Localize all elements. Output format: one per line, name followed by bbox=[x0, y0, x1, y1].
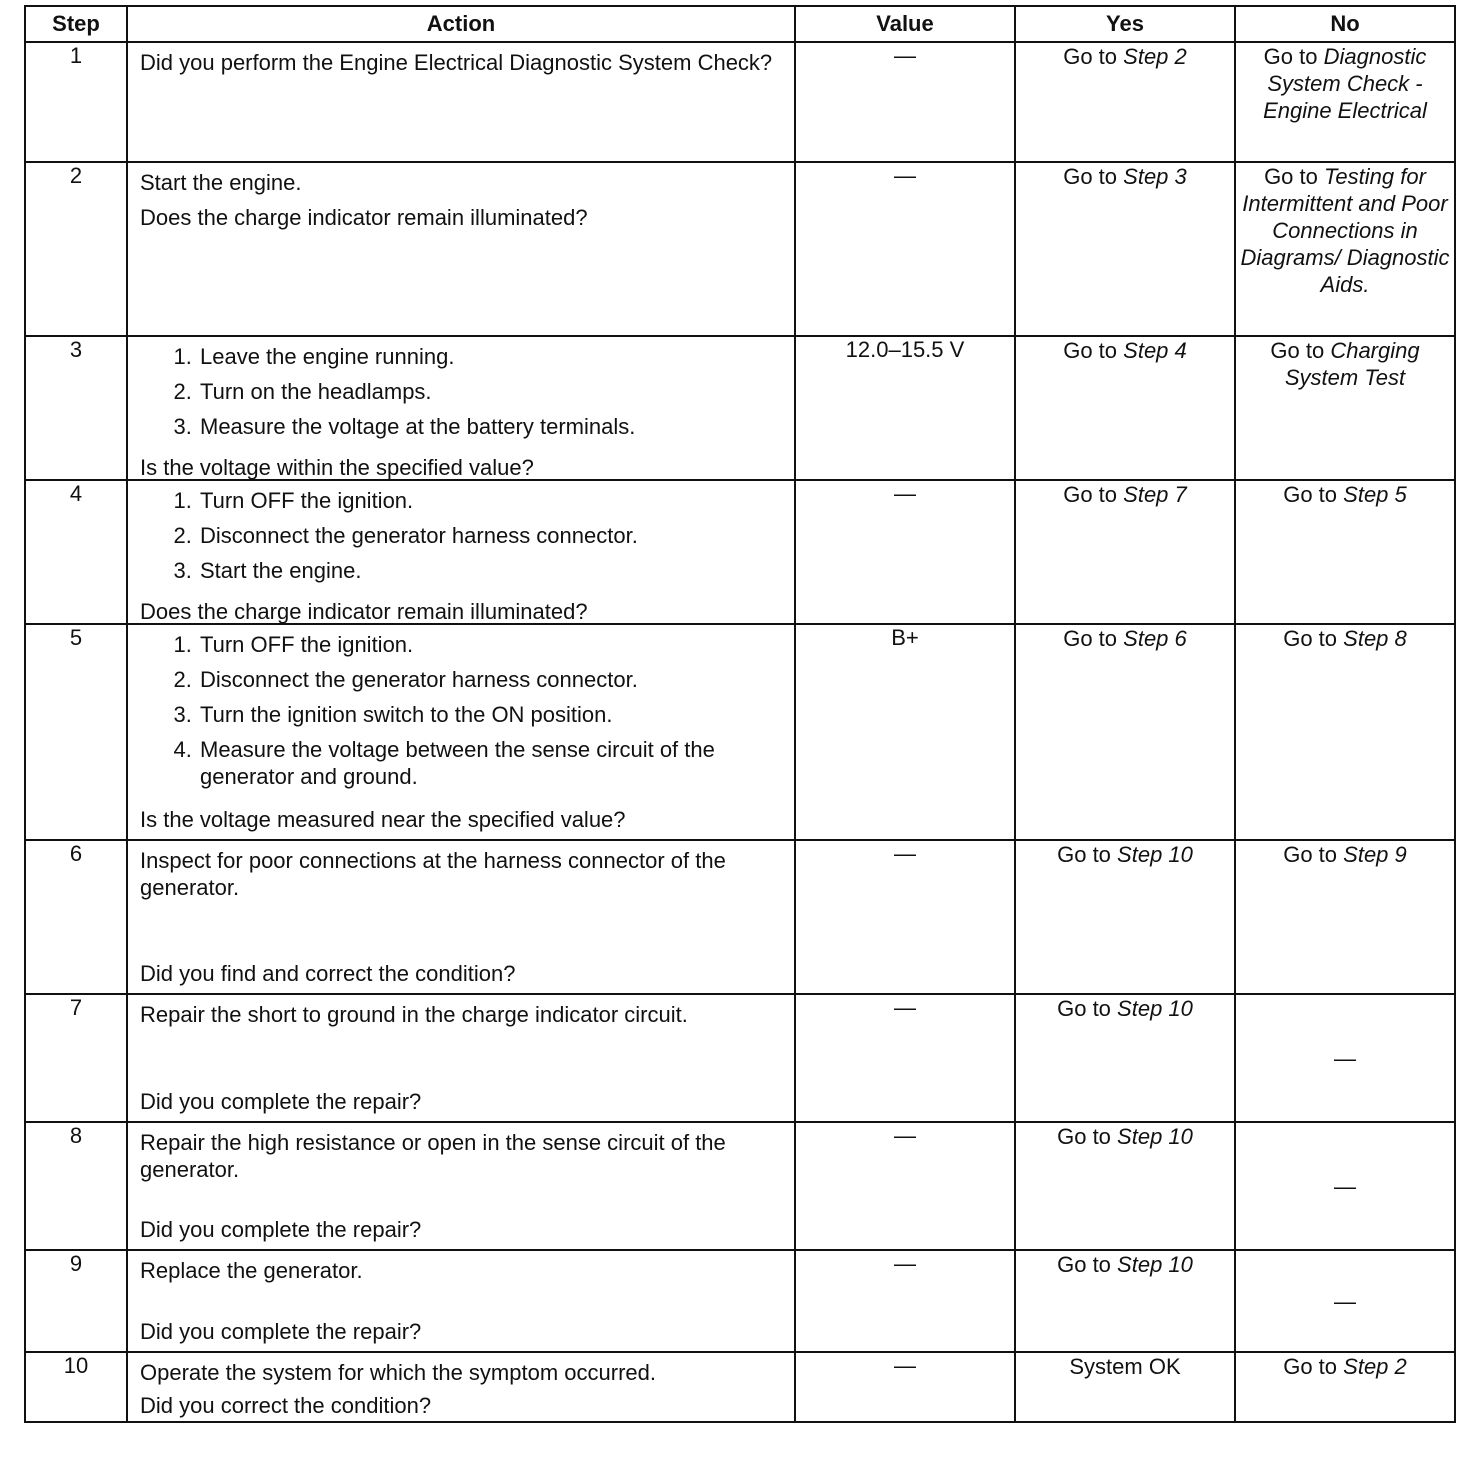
yes-prefix: Go to bbox=[1063, 44, 1118, 69]
yes-cell bbox=[1015, 42, 1235, 162]
no-cell bbox=[1235, 1352, 1455, 1422]
value-cell: — bbox=[795, 42, 1015, 162]
value-cell: — bbox=[795, 1122, 1015, 1250]
action-question: Did you complete the repair? bbox=[140, 1089, 422, 1114]
yes-cell bbox=[1015, 336, 1235, 480]
yes-cell bbox=[1015, 840, 1235, 994]
step-number: 2 bbox=[25, 162, 127, 336]
no-cell bbox=[1235, 1122, 1455, 1250]
yes-cell bbox=[1015, 1250, 1235, 1352]
yes-step-link: Step 3 bbox=[1123, 164, 1187, 189]
action-question: Is the voltage within the specified value? bbox=[140, 455, 534, 480]
action-step-list bbox=[140, 631, 784, 790]
yes-cell bbox=[1015, 1122, 1235, 1250]
step-number: 4 bbox=[25, 480, 127, 624]
step-number: 6 bbox=[25, 840, 127, 994]
action-question: Did you correct the condition? bbox=[140, 1393, 432, 1418]
yes-prefix: Go to bbox=[1063, 164, 1118, 189]
yes-step-link: Step 10 bbox=[1117, 1124, 1193, 1149]
table-row bbox=[25, 1250, 1455, 1352]
yes-prefix: Go to bbox=[1063, 626, 1118, 651]
value-cell: — bbox=[795, 480, 1015, 624]
step-number: 9 bbox=[25, 1250, 127, 1352]
no-step-link: Charging System Test bbox=[1284, 338, 1420, 390]
yes-cell bbox=[1015, 480, 1235, 624]
yes-step-link: Step 2 bbox=[1123, 44, 1187, 69]
step-number: 10 bbox=[25, 1352, 127, 1422]
yes-prefix: System OK bbox=[1069, 1354, 1181, 1379]
table-row bbox=[25, 1352, 1455, 1422]
no-prefix: Go to bbox=[1263, 44, 1318, 69]
action-cell bbox=[127, 480, 795, 624]
step-number: 3 bbox=[25, 336, 127, 480]
no-prefix: Go to bbox=[1270, 338, 1325, 363]
action-instruction: Repair the high resistance or open in the sense circuit of the generator. bbox=[140, 1130, 726, 1182]
no-prefix: Go to bbox=[1264, 164, 1318, 189]
no-prefix: — bbox=[1334, 1173, 1356, 1199]
action-question: Is the voltage measured near the specified value? bbox=[140, 807, 626, 832]
action-step-list bbox=[140, 487, 784, 584]
action-cell bbox=[127, 1352, 795, 1422]
header-row bbox=[25, 6, 1455, 42]
yes-prefix: Go to bbox=[1057, 996, 1111, 1021]
value-cell: 12.0–15.5 V bbox=[795, 336, 1015, 480]
no-prefix: Go to bbox=[1283, 626, 1338, 651]
yes-prefix: Go to bbox=[1057, 842, 1111, 867]
no-prefix: Go to bbox=[1283, 482, 1338, 507]
action-cell bbox=[127, 42, 795, 162]
value-cell: — bbox=[795, 162, 1015, 336]
action-cell bbox=[127, 624, 795, 840]
no-cell bbox=[1235, 624, 1455, 840]
action-step-item: 1. Turn OFF the ignition. bbox=[198, 487, 784, 514]
no-cell bbox=[1235, 162, 1455, 336]
no-prefix: — bbox=[1334, 1288, 1356, 1314]
yes-step-link: Step 10 bbox=[1117, 842, 1193, 867]
table-row bbox=[25, 42, 1455, 162]
diagnostic-table bbox=[24, 5, 1456, 1423]
action-step-item: 3. Measure the voltage at the battery terminals. bbox=[198, 413, 784, 440]
action-step-item: 1. Leave the engine running. bbox=[198, 343, 784, 370]
no-cell bbox=[1235, 994, 1455, 1122]
header-action: Action bbox=[127, 6, 795, 42]
yes-cell bbox=[1015, 162, 1235, 336]
action-step-item: 2. Disconnect the generator harness connector. bbox=[198, 522, 784, 549]
action-step-item: 2. Disconnect the generator harness connector. bbox=[198, 666, 784, 693]
action-question: Did you find and correct the condition? bbox=[140, 961, 516, 986]
value-cell: — bbox=[795, 994, 1015, 1122]
value-cell: B+ bbox=[795, 624, 1015, 840]
action-instruction: Replace the generator. bbox=[140, 1258, 363, 1283]
yes-step-link: Step 4 bbox=[1123, 338, 1187, 363]
yes-cell bbox=[1015, 994, 1235, 1122]
yes-step-link: Step 10 bbox=[1117, 1252, 1193, 1277]
action-cell bbox=[127, 162, 795, 336]
no-cell bbox=[1235, 42, 1455, 162]
yes-prefix: Go to bbox=[1063, 338, 1118, 363]
action-question: Did you complete the repair? bbox=[140, 1319, 422, 1344]
action-step-item: 2. Turn on the headlamps. bbox=[198, 378, 784, 405]
header-yes: Yes bbox=[1015, 6, 1235, 42]
no-step-link: Testing for Intermittent and Poor Connections in Diagrams/ Diagnostic Aids. bbox=[1240, 164, 1450, 297]
step-number: 7 bbox=[25, 994, 127, 1122]
yes-prefix: Go to bbox=[1063, 482, 1118, 507]
table-row bbox=[25, 1122, 1455, 1250]
action-step-item: 3. Turn the ignition switch to the ON position. bbox=[198, 701, 784, 728]
action-cell bbox=[127, 994, 795, 1122]
no-step-link: Diagnostic System Check - Engine Electrical bbox=[1263, 44, 1427, 123]
value-cell: — bbox=[795, 1352, 1015, 1422]
header-value: Value bbox=[795, 6, 1015, 42]
no-cell bbox=[1235, 480, 1455, 624]
yes-prefix: Go to bbox=[1057, 1252, 1111, 1277]
yes-step-link: Step 6 bbox=[1123, 626, 1187, 651]
value-cell: — bbox=[795, 840, 1015, 994]
action-instruction: Operate the system for which the symptom occurred. bbox=[140, 1360, 656, 1385]
step-number: 1 bbox=[25, 42, 127, 162]
no-prefix: Go to bbox=[1283, 1354, 1338, 1379]
table-row bbox=[25, 624, 1455, 840]
header-no: No bbox=[1235, 6, 1455, 42]
table-row bbox=[25, 162, 1455, 336]
table-row bbox=[25, 994, 1455, 1122]
table-row bbox=[25, 840, 1455, 994]
value-cell: — bbox=[795, 1250, 1015, 1352]
step-number: 5 bbox=[25, 624, 127, 840]
header-step: Step bbox=[25, 6, 127, 42]
action-instruction: Repair the short to ground in the charge indicator circuit. bbox=[140, 1002, 688, 1027]
action-question: Did you complete the repair? bbox=[140, 1217, 422, 1242]
step-number: 8 bbox=[25, 1122, 127, 1250]
action-step-list bbox=[140, 343, 784, 440]
yes-cell bbox=[1015, 624, 1235, 840]
table-row bbox=[25, 480, 1455, 624]
yes-step-link: Step 10 bbox=[1117, 996, 1193, 1021]
no-cell bbox=[1235, 336, 1455, 480]
action-step-item: 3. Start the engine. bbox=[198, 557, 784, 584]
action-instruction: Inspect for poor connections at the harness connector of the generator. bbox=[140, 848, 726, 900]
no-step-link: Step 9 bbox=[1343, 842, 1407, 867]
no-cell bbox=[1235, 1250, 1455, 1352]
no-step-link: Step 8 bbox=[1343, 626, 1407, 651]
no-step-link: Step 5 bbox=[1343, 482, 1407, 507]
table-row bbox=[25, 336, 1455, 480]
action-cell bbox=[127, 336, 795, 480]
action-question: Does the charge indicator remain illuminated? bbox=[140, 599, 588, 624]
action-cell bbox=[127, 840, 795, 994]
no-cell bbox=[1235, 840, 1455, 994]
no-step-link: Step 2 bbox=[1343, 1354, 1407, 1379]
action-question: Does the charge indicator remain illuminated? bbox=[140, 205, 588, 230]
action-cell bbox=[127, 1122, 795, 1250]
no-prefix: Go to bbox=[1283, 842, 1338, 867]
yes-step-link: Step 7 bbox=[1123, 482, 1187, 507]
yes-cell bbox=[1015, 1352, 1235, 1422]
action-step-item: 4. Measure the voltage between the sense circuit of the generator and ground. bbox=[198, 736, 784, 790]
action-instruction: Start the engine. bbox=[140, 170, 302, 195]
no-prefix: — bbox=[1334, 1045, 1356, 1071]
action-instruction: Did you perform the Engine Electrical Diagnostic System Check? bbox=[140, 50, 773, 75]
yes-prefix: Go to bbox=[1057, 1124, 1111, 1149]
action-step-item: 1. Turn OFF the ignition. bbox=[198, 631, 784, 658]
action-cell bbox=[127, 1250, 795, 1352]
